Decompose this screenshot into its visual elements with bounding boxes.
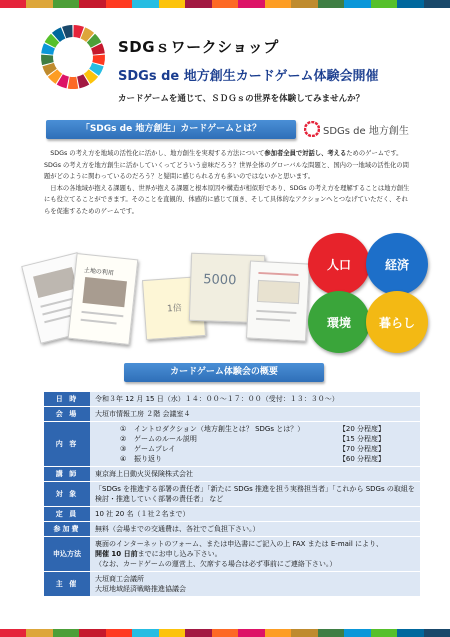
section-banner-about-game: 「SDGs de 地方創生」カードゲームとは？ (46, 120, 296, 139)
card-multiplier-label: 1倍 (166, 303, 183, 315)
program-item-text: ゲームのルール説明 (134, 435, 197, 443)
stripe-segment (185, 0, 211, 8)
program-item-time: 【15 分程度】 (338, 435, 385, 443)
stripe-segment (291, 629, 317, 637)
card-money-label: 5000 (203, 272, 237, 289)
tagline: カードゲームを通じて、ＳＤＧｓの世界を体験してみませんか？ (118, 94, 365, 104)
wheel-segment (68, 77, 78, 89)
lecturer-value: 東京海上日動火災保険株式会社 (90, 467, 420, 482)
game-card-project (246, 260, 310, 341)
game-card-land-use (68, 253, 139, 345)
theme-circle-economy: 経済 (366, 233, 428, 295)
fee-key: 参加費 (44, 522, 90, 537)
sdg-color-stripe-top (0, 0, 450, 8)
workshop-title: SDGｓワークショップ (118, 38, 279, 56)
program-item-text: イントロダクション（地方創生とは？ SDGs とは？） (134, 425, 305, 433)
stripe-segment (344, 629, 370, 637)
theme-circle-living: 暮らし (366, 291, 428, 353)
theme-circle-environment: 環境 (308, 291, 370, 353)
main-title: SDGs de 地方創生カードゲーム体験会開催 (118, 69, 379, 84)
logo-text: SDGs de 地方創生 (323, 125, 409, 137)
program-num: ① (120, 425, 127, 433)
table-row-target (44, 482, 420, 507)
target-value: 「SDGs を推進する部署の責任者」「新たに SDGs 推進を担う実務担当者」「これから SDGs の取組を検討・推進していく部署の責任者」 など (90, 482, 420, 507)
program-num: ④ (120, 455, 127, 463)
stripe-segment (132, 0, 158, 8)
program-item (120, 424, 385, 434)
host-line-1: 大垣商工会議所 (95, 575, 144, 583)
sdg-color-stripe-bottom (0, 629, 450, 637)
stripe-segment (397, 629, 423, 637)
stripe-segment (185, 629, 211, 637)
lecturer-key: 講 師 (44, 467, 90, 482)
stripe-segment (132, 629, 158, 637)
sdg-wheel-logo (40, 24, 106, 90)
table-row-host (44, 572, 420, 597)
venue-value: 大垣市情報工房 ２階 会議室４ (90, 407, 420, 422)
program-item (120, 454, 385, 464)
stripe-segment (424, 0, 450, 8)
venue-key: 会 場 (44, 407, 90, 422)
table-row-venue (44, 407, 420, 422)
stripe-segment (53, 629, 79, 637)
apply-value (90, 537, 420, 572)
stripe-segment (212, 0, 238, 8)
table-row-apply (44, 537, 420, 572)
table-row-capacity (44, 507, 420, 522)
stripe-segment (0, 629, 26, 637)
four-themes-circles (306, 233, 430, 355)
table-row-content (44, 422, 420, 467)
apply-line-2-text: までにお申し込み下さい。 (137, 550, 222, 558)
program-item-time: 【60 分程度】 (338, 455, 385, 463)
stripe-segment (159, 0, 185, 8)
content-value (90, 422, 420, 467)
stripe-segment (106, 629, 132, 637)
stripe-segment (26, 0, 52, 8)
stripe-segment (79, 0, 105, 8)
section-banner-overview: カードゲーム体験会の概要 (124, 363, 324, 382)
capacity-value: 10 社 20 名（１社２名まで） (90, 507, 420, 522)
stripe-segment (318, 0, 344, 8)
host-value (90, 572, 420, 597)
apply-key: 申込方法 (44, 537, 90, 572)
para1-text-a: SDGs の考え方を地域の活性化に活かし、地方創生を実現する方法について (50, 150, 265, 157)
description-paragraph-2: 日本の各地域が抱える課題も、世界が抱える課題と根本原因や構造が相似形であり、SDGs の考え方を理解することは地方創生にも役立てることができます。そのことを直観的、体感的に感じて頂き、そして具体的なアクションへとつなげていただく、それらを促進するためのゲームです。 (44, 184, 410, 215)
program-item-time: 【20 分程度】 (338, 425, 385, 433)
stripe-segment (0, 0, 26, 8)
content-key: 内 容 (44, 422, 90, 467)
card-land-use-label: 土地の利用 (83, 266, 115, 277)
apply-line-1: 裏面のインターネットのフォーム、または申込書にご記入の上 FAX または E-mail により、 (95, 540, 384, 548)
stripe-segment (397, 0, 423, 8)
table-row-lecturer (44, 467, 420, 482)
sdgs-de-chihousousei-logo (304, 118, 414, 140)
table-row-date (44, 392, 420, 407)
game-cards-photo (30, 236, 300, 356)
host-key: 主 催 (44, 572, 90, 597)
program-item (120, 444, 385, 454)
date-value: 令和３年 12 月 15 日（水）１４：００～１７：００（受付：１３：３０～） (90, 392, 420, 407)
stripe-segment (26, 629, 52, 637)
game-description (44, 148, 412, 217)
fee-value: 無料（会場までの交通費は、各社でご負担下さい。） (90, 522, 420, 537)
date-key: 日 時 (44, 392, 90, 407)
stripe-segment (265, 0, 291, 8)
program-item-time: 【70 分程度】 (338, 445, 385, 453)
apply-line-2 (95, 549, 415, 559)
apply-line-3: （なお、カードゲームの運営上、欠席する場合は必ず事前にご連絡下さい。） (95, 560, 337, 568)
sdg-wheel-mini-icon (304, 121, 320, 137)
stripe-segment (238, 629, 264, 637)
stripe-segment (79, 629, 105, 637)
stripe-segment (371, 0, 397, 8)
stripe-segment (291, 0, 317, 8)
event-overview-table (44, 392, 420, 597)
apply-deadline: 開催 10 日前 (95, 550, 138, 558)
program-item-text: 振り返り (134, 455, 162, 463)
target-key: 対 象 (44, 482, 90, 507)
stripe-segment (371, 629, 397, 637)
program-num: ② (120, 435, 127, 443)
para1-text-b: ためのゲームです。SDGs の考え方を地方創生に活かしていくってどういう意味だろう？世界全体のグローバルな問題と、国内の一地域の活性化の問題がどのように関わっているのだろう？と疑問に感じられる方も多いのではないかと思います。 (44, 150, 409, 180)
stripe-segment (344, 0, 370, 8)
stripe-segment (265, 629, 291, 637)
host-line-2: 大垣地域経済戦略推進協議会 (95, 585, 186, 593)
para1-bold-text: 参加者全員で対話し、考える (264, 150, 347, 157)
stripe-segment (318, 629, 344, 637)
stripe-segment (424, 629, 450, 637)
description-paragraph-1 (44, 148, 412, 183)
stripe-segment (53, 0, 79, 8)
stripe-segment (106, 0, 132, 8)
program-item-text: ゲームプレイ (134, 445, 176, 453)
stripe-segment (212, 629, 238, 637)
program-num: ③ (120, 445, 127, 453)
table-row-fee (44, 522, 420, 537)
program-item (120, 434, 385, 444)
theme-circle-population: 人口 (308, 233, 370, 295)
stripe-segment (238, 0, 264, 8)
stripe-segment (159, 629, 185, 637)
capacity-key: 定 員 (44, 507, 90, 522)
